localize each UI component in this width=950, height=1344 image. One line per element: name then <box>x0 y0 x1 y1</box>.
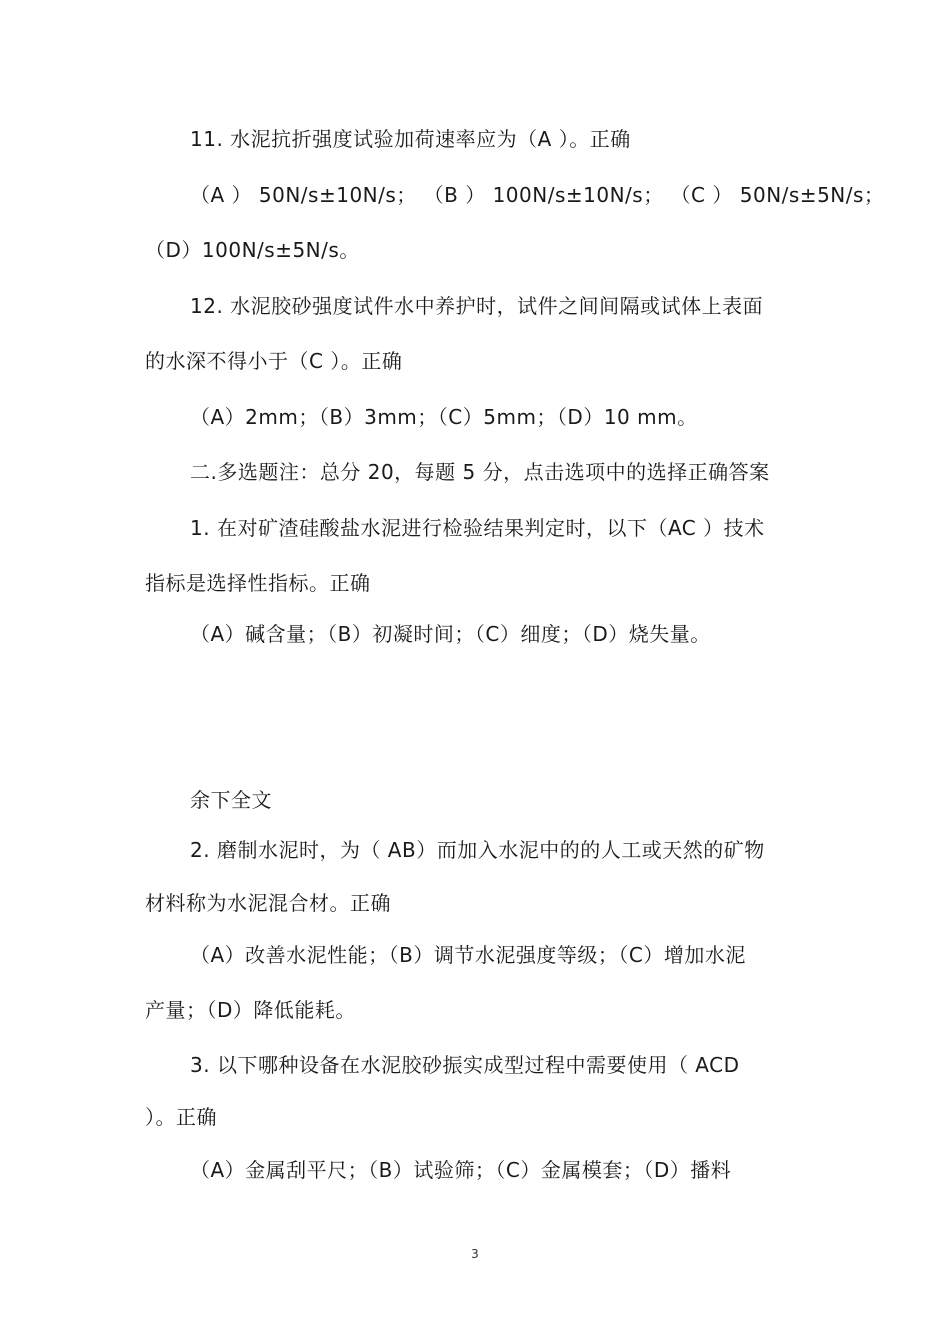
mq1-question-line1: 1. 在对矿渣硅酸盐水泥进行检验结果判定时，以下（AC ）技术 <box>190 516 765 540</box>
mq1-question-line2: 指标是选择性指标。正确 <box>145 571 371 595</box>
mq2-options-line2: 产量；（D）降低能耗。 <box>145 998 356 1022</box>
q11-question: 11. 水泥抗折强度试验加荷速率应为（A ）。正确 <box>190 127 631 151</box>
q11-options-line2: （D）100N/s±5N/s。 <box>145 238 360 262</box>
q12-options: （A）2mm；（B）3mm；（C）5mm；（D）10 mm。 <box>190 405 698 429</box>
mq3-question-line2: ）。正确 <box>145 1105 217 1129</box>
q12-question-line2: 的水深不得小于（C ）。正确 <box>145 349 403 373</box>
section-heading-multiple-choice: 二.多选题注：总分 20，每题 5 分，点击选项中的选择正确答案 <box>190 460 770 484</box>
mq2-options-line1: （A）改善水泥性能；（B）调节水泥强度等级；（C）增加水泥 <box>190 943 746 967</box>
read-more-text: 余下全文 <box>190 788 272 812</box>
mq3-question-line1: 3. 以下哪种设备在水泥胶砂振实成型过程中需要使用（ ACD <box>190 1053 740 1077</box>
mq2-question-line1: 2. 磨制水泥时，为（ AB）而加入水泥中的的人工或天然的矿物 <box>190 838 765 862</box>
page-number: 3 <box>471 1247 479 1261</box>
q12-question-line1: 12. 水泥胶砂强度试件水中养护时，试件之间间隔或试体上表面 <box>190 294 764 318</box>
q11-options-line1: （A ） 50N/s±10N/s； （B ） 100N/s±10N/s； （C ） 50N/s±5N/s； <box>190 183 885 207</box>
mq1-options: （A）碱含量；（B）初凝时间；（C）细度；（D）烧失量。 <box>190 622 711 646</box>
mq3-options: （A）金属刮平尺；（B）试验筛；（C）金属模套；（D）播料 <box>190 1158 732 1182</box>
mq2-question-line2: 材料称为水泥混合材。正确 <box>145 891 391 915</box>
